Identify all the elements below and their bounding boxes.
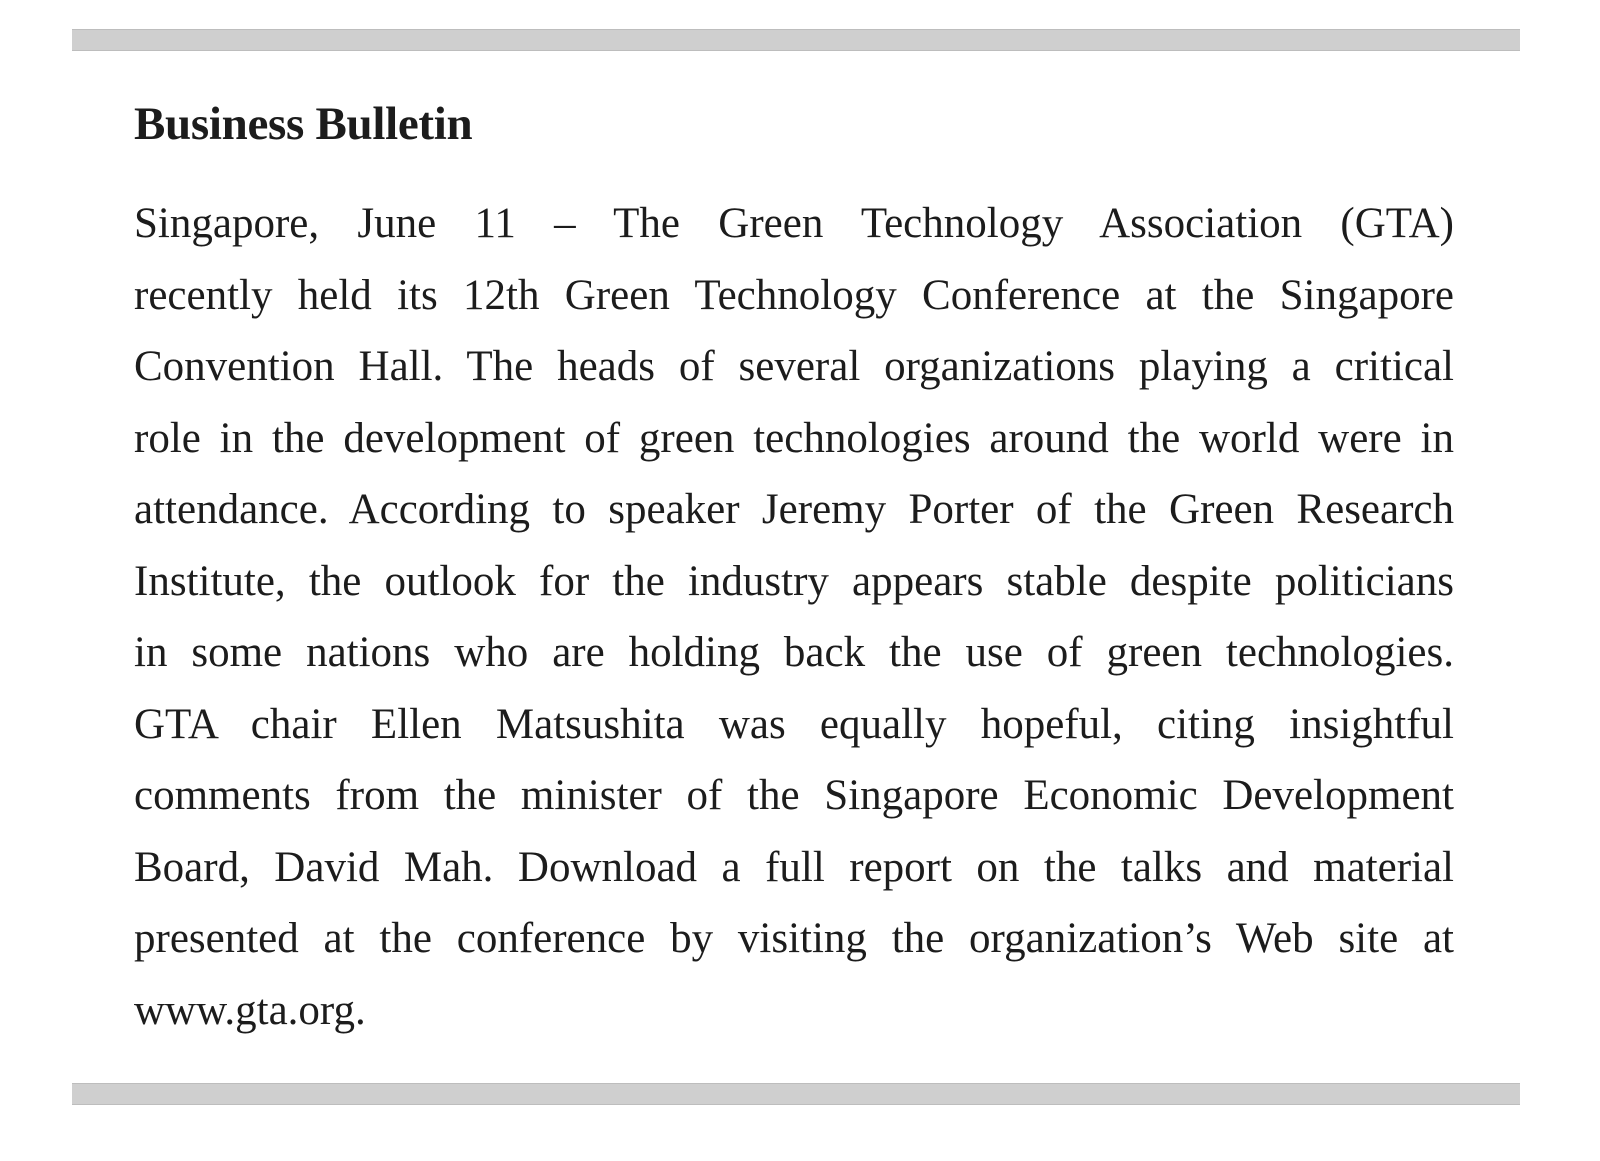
- article-line: attendance. According to speaker Jeremy Porter of the Green Research: [134, 486, 1454, 533]
- top-divider-bar: [72, 29, 1520, 51]
- article-line: Institute, the outlook for the industry appears stable despite politicians: [134, 557, 1454, 605]
- bulletin-title: Business Bulletin: [134, 98, 473, 150]
- article-line: in some nations who are holding back the use of green technologies.: [134, 629, 1454, 676]
- article-line: Convention Hall. The heads of several organizations playing a critical: [134, 343, 1454, 390]
- article-line: recently held its 12th Green Technology Conference at the Singapore: [134, 271, 1454, 319]
- article-line: GTA chair Ellen Matsushita was equally hopeful, citing insightful: [134, 700, 1454, 748]
- article-body: [134, 188, 1454, 1046]
- article-line: Singapore, June 11 – The Green Technology Association (GTA): [134, 200, 1454, 247]
- bottom-divider-bar: [72, 1083, 1520, 1105]
- article-line: Board, David Mah. Download a full report on the talks and material: [134, 843, 1454, 891]
- article-line: presented at the conference by visiting the organization’s Web site at: [134, 915, 1454, 962]
- article-line: role in the development of green technologies around the world were in: [134, 414, 1454, 462]
- article-line: comments from the minister of the Singapore Economic Development: [134, 772, 1454, 819]
- article-line-url: www.gta.org.: [134, 986, 366, 1034]
